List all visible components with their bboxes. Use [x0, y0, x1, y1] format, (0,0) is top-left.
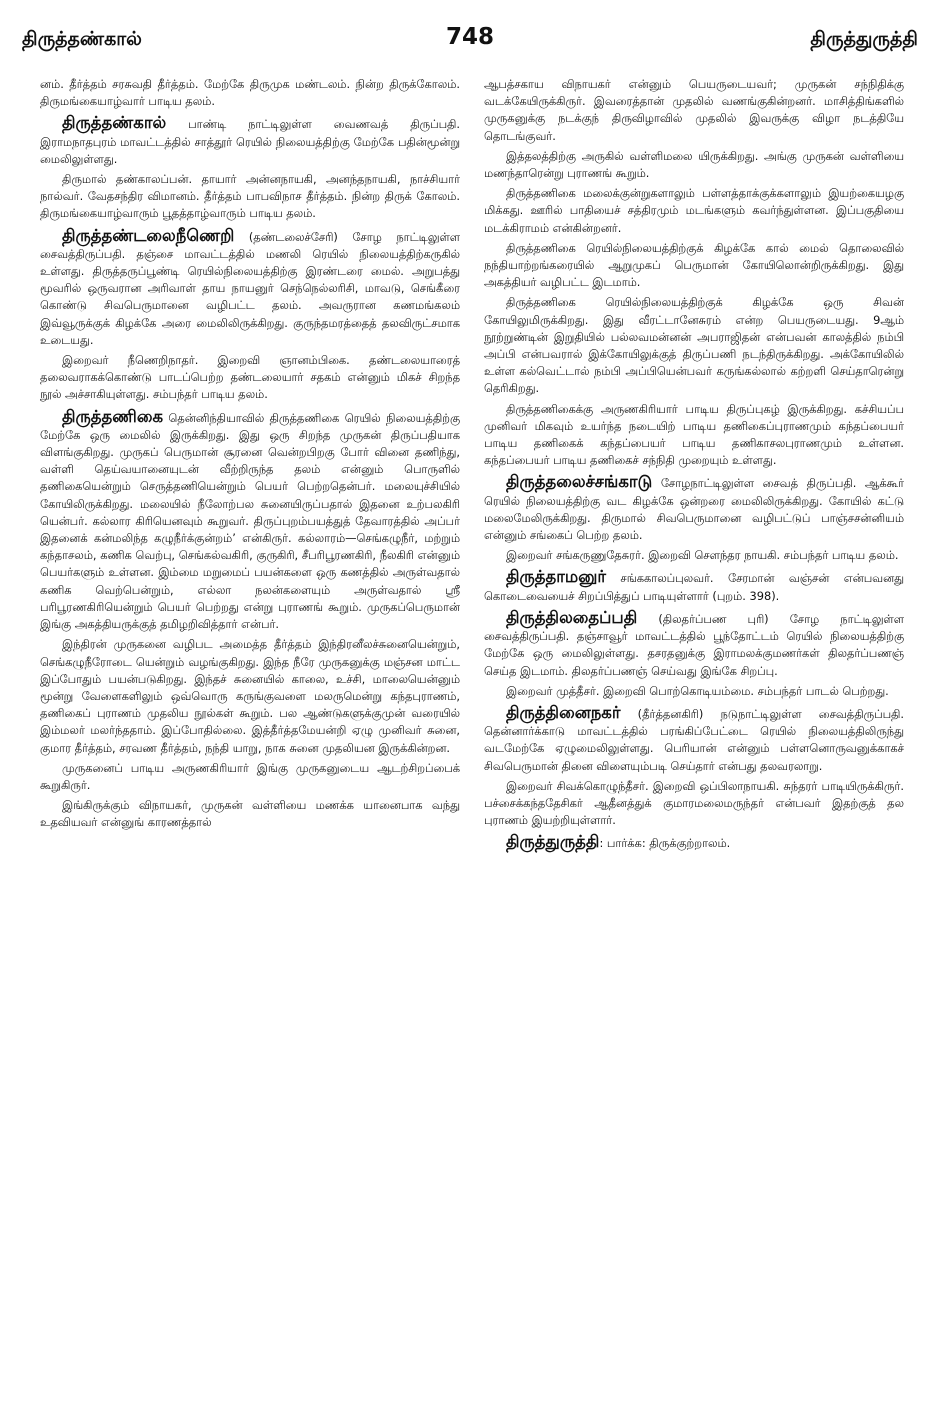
entry-paragraph	[484, 703, 904, 775]
paragraph: திருத்தணிகை ரெயில்நிலையத்திற்குக் கிழக்கே கால் மைல் தொலைவில் நந்தியாற்றங்கரையில் ஆறுமுகப் பெருமான் கோயிலொன்றிருக்கிறது. இது அகத்தியர் வழிபட்ட இடமாம்.	[484, 240, 904, 290]
left-column	[40, 76, 460, 1416]
entry-heading: திருத்தலைச்சங்காடு	[506, 472, 653, 492]
right-column	[484, 76, 904, 1416]
entry-paragraph	[484, 472, 904, 544]
entry-text: தென்னிந்தியாவில் திருத்தணிகை ரெயில் நிலையத்திற்கு மேற்கே ஒரு மைலில் இருக்கிறது. இது ஒரு சிறந்த முருகன் திருப்பதியாக விளங்குகிறது. முருகப் பெருமான் சூரனை வென்றபிறகு போர் வினை தணிந்து, வள்ளி தெய்வயானையுடன் வீற்றிருந்த தலம் என்னும் பொருளில் தணிகையென்றும் செருத்தணியென்றும் பெயர் பெற்றதென்பர். மலையுச்சியில் கோயிலிருக்கிறது. மலையில் நீலோற்பல சுனையிருப்பதால் இதனை உற்பலகிரி யென்பர். கல்லார கிரியெனவும் கூறுவர். திருப்புறம்பயத்துத் தேவாரத்தில் அப்பர் இதனைக் கன்மலிந்த கழுநீர்க்குன்றம்’ என்கிருர். கல்லாரம்—செங்கழுநீர், மற்றும் கந்தாசலம், கணிக வெற்பு, செங்கல்வகிரி, குருகிரி, சீபரிபூரணகிரி, நீலகிரி என்னும் பெயர்களும் உள்ளன. இம்மை மறுமைப் பயன்களை ஒரு கணத்தில் அருள்வதால் கணிக வெற்பென்றும், எல்லா நலன்களையும் அருள்வதால் ஸ்ரீ பரிபூரணகிரியென்றும் பெயர் பெற்றது என்று புராணங் கூறும். முருகப்பெருமான் இங்கு அகத்தியருக்குத் தமிழறிவித்தார் என்பர்.	[40, 410, 460, 632]
paragraph: னம். தீர்த்தம் சரசுவதி தீர்த்தம். மேற்கே திருமுக மண்டலம். நின்ற திருக்கோலம். திருமங்கையாழ்வார் பாடிய தலம்.	[40, 77, 460, 109]
paragraph: இந்திரன் முருகனை வழிபட அமைத்த தீர்த்தம் இந்திரனீலச்சுனையென்றும், செங்கழுநீரோடை யென்றும் வழங்குகிறது. இந்த நீரே முருகனுக்கு மஞ்சன மாட்ட இப்போதும் பயன்படுகிறது. இந்தச் சுனையில் காலை, உச்சி, மாலையென்னும் மூன்று வேளைகளிலும் ஒவ்வொரு கருங்குவளை மலருமென்று கந்தபுராணம், தணிகைப் புராணம் முதலிய நூல்கள் கூறும். பல ஆண்டுகளுக்குமுன் வரையில் இம்மலர் மலர்ந்ததாம். இப்போதில்லை. இத்தீர்த்தமேயன்றி ஏழு முனிவர் சுனை, குமார தீர்த்தம், சரவண தீர்த்தம், நந்தி யாறு, நாக சுனை முதலியன இருக்கின்றன.	[40, 637, 460, 755]
entry-heading: திருத்தண்கால்	[62, 113, 167, 133]
paragraph: இறைவர் சங்கருணுதேசுரர். இறைவி சௌந்தர நாயகி. சம்பந்தர் பாடிய தலம்.	[506, 548, 899, 563]
entry-text: பாண்டி நாட்டிலுள்ள வைணவத் திருப்பதி. இராமநாதபுரம் மாவட்டத்தில் சாத்தூர் ரெயில் நிலையத்திற்கு மேற்கே பதின்மூன்று மைலிலுள்ளது.	[40, 117, 460, 166]
entry-paragraph	[40, 226, 460, 349]
paragraph: திருத்தணிகைக்கு அருணகிரியார் பாடிய திருப்புகழ் இருக்கிறது. கச்சியப்ப முனிவர் மிகவும் உயர்ந்த நடையிற் பாடிய தணிகைப்புராணமும் கந்தப்பையர் பாடிய தணிகைக் கந்தப்பையர் பாடிய தணிகாசலபுராணமும் உள்ளன. கந்தப்பையர் பாடிய தணிகைச் சந்நிதி முறையும் உள்ளது.	[484, 401, 904, 468]
paragraph: முருகனைப் பாடிய அருணகிரியார் இங்கு முருகனுடைய ஆடற்சிறப்பைக் கூறுகிருர்.	[40, 760, 460, 792]
paragraph: திருத்தணிகை மலைக்குன்றுகளாலும் பள்ளத்தாக்குக்களாலும் இயற்கையழகு மிக்கது. ஊரில் பாதியைச் சத்திரமும் மடங்களும் கவர்ந்துள்ளன. இப்பகுதியை மடக்கிராமம் என்கின்றனர்.	[484, 186, 904, 235]
header-left-title: திருத்தண்கால்	[22, 28, 142, 50]
entry-text: சங்ககாலப்புலவர். சேரமான் வஞ்சன் என்பவனது கொடைவையைச் சிறப்பித்துப் பாடியுள்ளார் (புறம். 398).	[484, 571, 904, 603]
paragraph: இறைவர் சிவக்கொழுந்தீசர். இறைவி ஒப்பிலாநாயகி. சுந்தரர் பாடியிருக்கிருர். பச்சைக்கந்ததேசிகர் ஆதீனத்துக் குமாரமலைமருந்தர் என்பவர் இதற்குத் தல புராணம் இயற்றியுள்ளார்.	[484, 778, 904, 828]
entry-paragraph	[484, 608, 904, 680]
entry-paragraph	[40, 113, 460, 168]
entry-text: : பார்க்க: திருக்குற்றாலம்.	[599, 836, 731, 851]
page-number: 748	[445, 24, 494, 50]
entry-heading: திருத்தண்டலைநீணெறி	[62, 225, 235, 245]
entry-heading: திருத்தினைநகர்	[506, 702, 621, 722]
entry-heading: திருத்துருத்தி	[506, 832, 600, 852]
paragraph: இங்கிருக்கும் விநாயகர், முருகன் வள்ளியை மணக்க யானைபாக வந்து உதவியவர் என்னுங் காரணத்தால்	[40, 798, 460, 830]
paragraph: இறைவர் நீணெறிநாதர். இறைவி ஞானம்பிகை. தண்டலையாரைத் தலைவராகக்கொண்டு பாடப்பெற்ற தண்டலையார் சதகம் என்னும் மிகச் சிறந்த நூல் அச்சாகியுள்ளது. சம்பந்தர் பாடிய தலம்.	[40, 353, 460, 402]
entry-text: (திலதர்ப்பண புரி) சோழ நாட்டிலுள்ள சைவத்திருப்பதி. தஞ்சாவூர் மாவட்டத்தில் பூந்தோட்டம் ரெயில் நிலையத்திற்கு மேற்கே ஒரு மைலிலுள்ளது. தசரதனுக்கு இராமலக்குமணர்கள் திலதர்ப்பணஞ் செய்த இடமாம். திலதர்ப்பணஞ் செய்வது இங்கே சிறப்பு.	[484, 611, 904, 678]
entry-heading: திருத்தாமனுர்	[506, 567, 606, 587]
entry-paragraph	[484, 832, 904, 852]
paragraph: ஆபத்சகாய விநாயகர் என்னும் பெயருடையவர்; முருகன் சந்நிதிக்கு வடக்கேயிருக்கிருர். இவரைத்தான் முதலில் வணங்குகின்றனர். மாசித்திங்களில் முருகனுக்கு நடக்குந் திருவிழாவில் முதலில் இவருக்கு விழா நடத்தியே தொடங்குவர்.	[484, 77, 904, 143]
paragraph: இறைவர் முத்தீசர். இறைவி பொற்கொடியம்மை. சம்பந்தர் பாடல் பெற்றது.	[506, 683, 889, 698]
paragraph: திருமால் தண்காலப்பன். தாயார் அன்னநாயகி, அனந்தநாயகி, நாச்சியார் நால்வர். வேதசந்திர விமானம். தீர்த்தம் பாபவிநாச தீர்த்தம். நின்ற திருக் கோலம். திருமங்கையாழ்வாரும் பூதத்தாழ்வாரும் பாடிய தலம்.	[40, 172, 460, 221]
paragraph: இத்தலத்திற்கு அருகில் வள்ளிமலை யிருக்கிறது. அங்கு முருகன் வள்ளியை மணந்தாரென்று புராணங் கூறும்.	[484, 148, 904, 181]
entry-text: (தண்டலைச்சேரி) சோழ நாட்டிலுள்ள சைவத்திருப்பதி. தஞ்சை மாவட்டத்தில் மணலி ரெயில் நிலையத்திற்கருகில் உள்ளது. திருத்தருப்பூண்டி ரெயில்நிலையத்திற்கு இரண்டரை மைல். அறுபத்து மூவரில் ஒருவரான அரிவாள் தாய நாயனுர் செந்நெல்லரிசி, மாவடு, செங்கீரை கொண்டு சிவபெருமானை வழிபட்ட தலம். அவருரான கணமங்கலம் இவ்வூருக்குக் கிழக்கே அரை மைலிலிருக்கிறது. குருந்தமரத்தைத் தலவிருட்சமாக உடையது.	[40, 229, 460, 347]
page-header	[22, 22, 918, 62]
entry-paragraph	[484, 567, 904, 604]
entry-heading: திருத்தணிகை	[62, 406, 164, 426]
paragraph: திருத்தணிகை ரெயில்நிலையத்திற்குக் கிழக்கே ஒரு சிவன் கோயிலுமிருக்கிறது. இது வீரட்டானேசுரம் என்ற பெயருடையது. 9ஆம் நூற்றுண்டின் இறுதியில் பல்லவமன்னன் அபராஜிதன் என்பவன் காலத்தில் நம்பி அப்பி என்பவரால் இக்கோயிலுக்குத் திருப்பணி நடந்திருக்கிறது. அக்கோயிலில் உள்ள கல்வெட்டால் நம்பி அப்பியென்பவர் கருங்கல்லால் கற்றளி செய்தாரென்று தெரிகிறது.	[484, 295, 904, 396]
header-right-title: திருத்துருத்தி	[810, 28, 918, 50]
entry-heading: திருத்திலதைப்பதி	[506, 607, 638, 627]
entry-paragraph	[40, 407, 460, 634]
entry-text: (தீர்த்தனகிரி) நடுநாட்டிலுள்ள சைவத்திருப்பதி. தென்னார்க்காடு மாவட்டத்தில் பரங்கிப்பேட்டை ரெயில் நிலையத்திலிருந்து வடமேற்கே ஏழுமைலிலுள்ளது. பெரியான் என்னும் பள்ளனொருவனுக்காகச் சிவபெருமான் தினை விளையும்படி செய்தார் என்பது தலவரலாறு.	[484, 706, 904, 773]
entry-text: சோழநாட்டிலுள்ள சைவத் திருப்பதி. ஆக்கூர் ரெயில் நிலையத்திற்கு வட கிழக்கே ஒன்றரை மைலிலிருக்கிறது. கோயில் கட்டு மலைமேலிருக்கிறது. திருமால் சிவபெருமானை வழிபட்டுப் பாஞ்சசன்னியம் என்னும் சங்கைப் பெற்ற தலம்.	[484, 476, 904, 543]
